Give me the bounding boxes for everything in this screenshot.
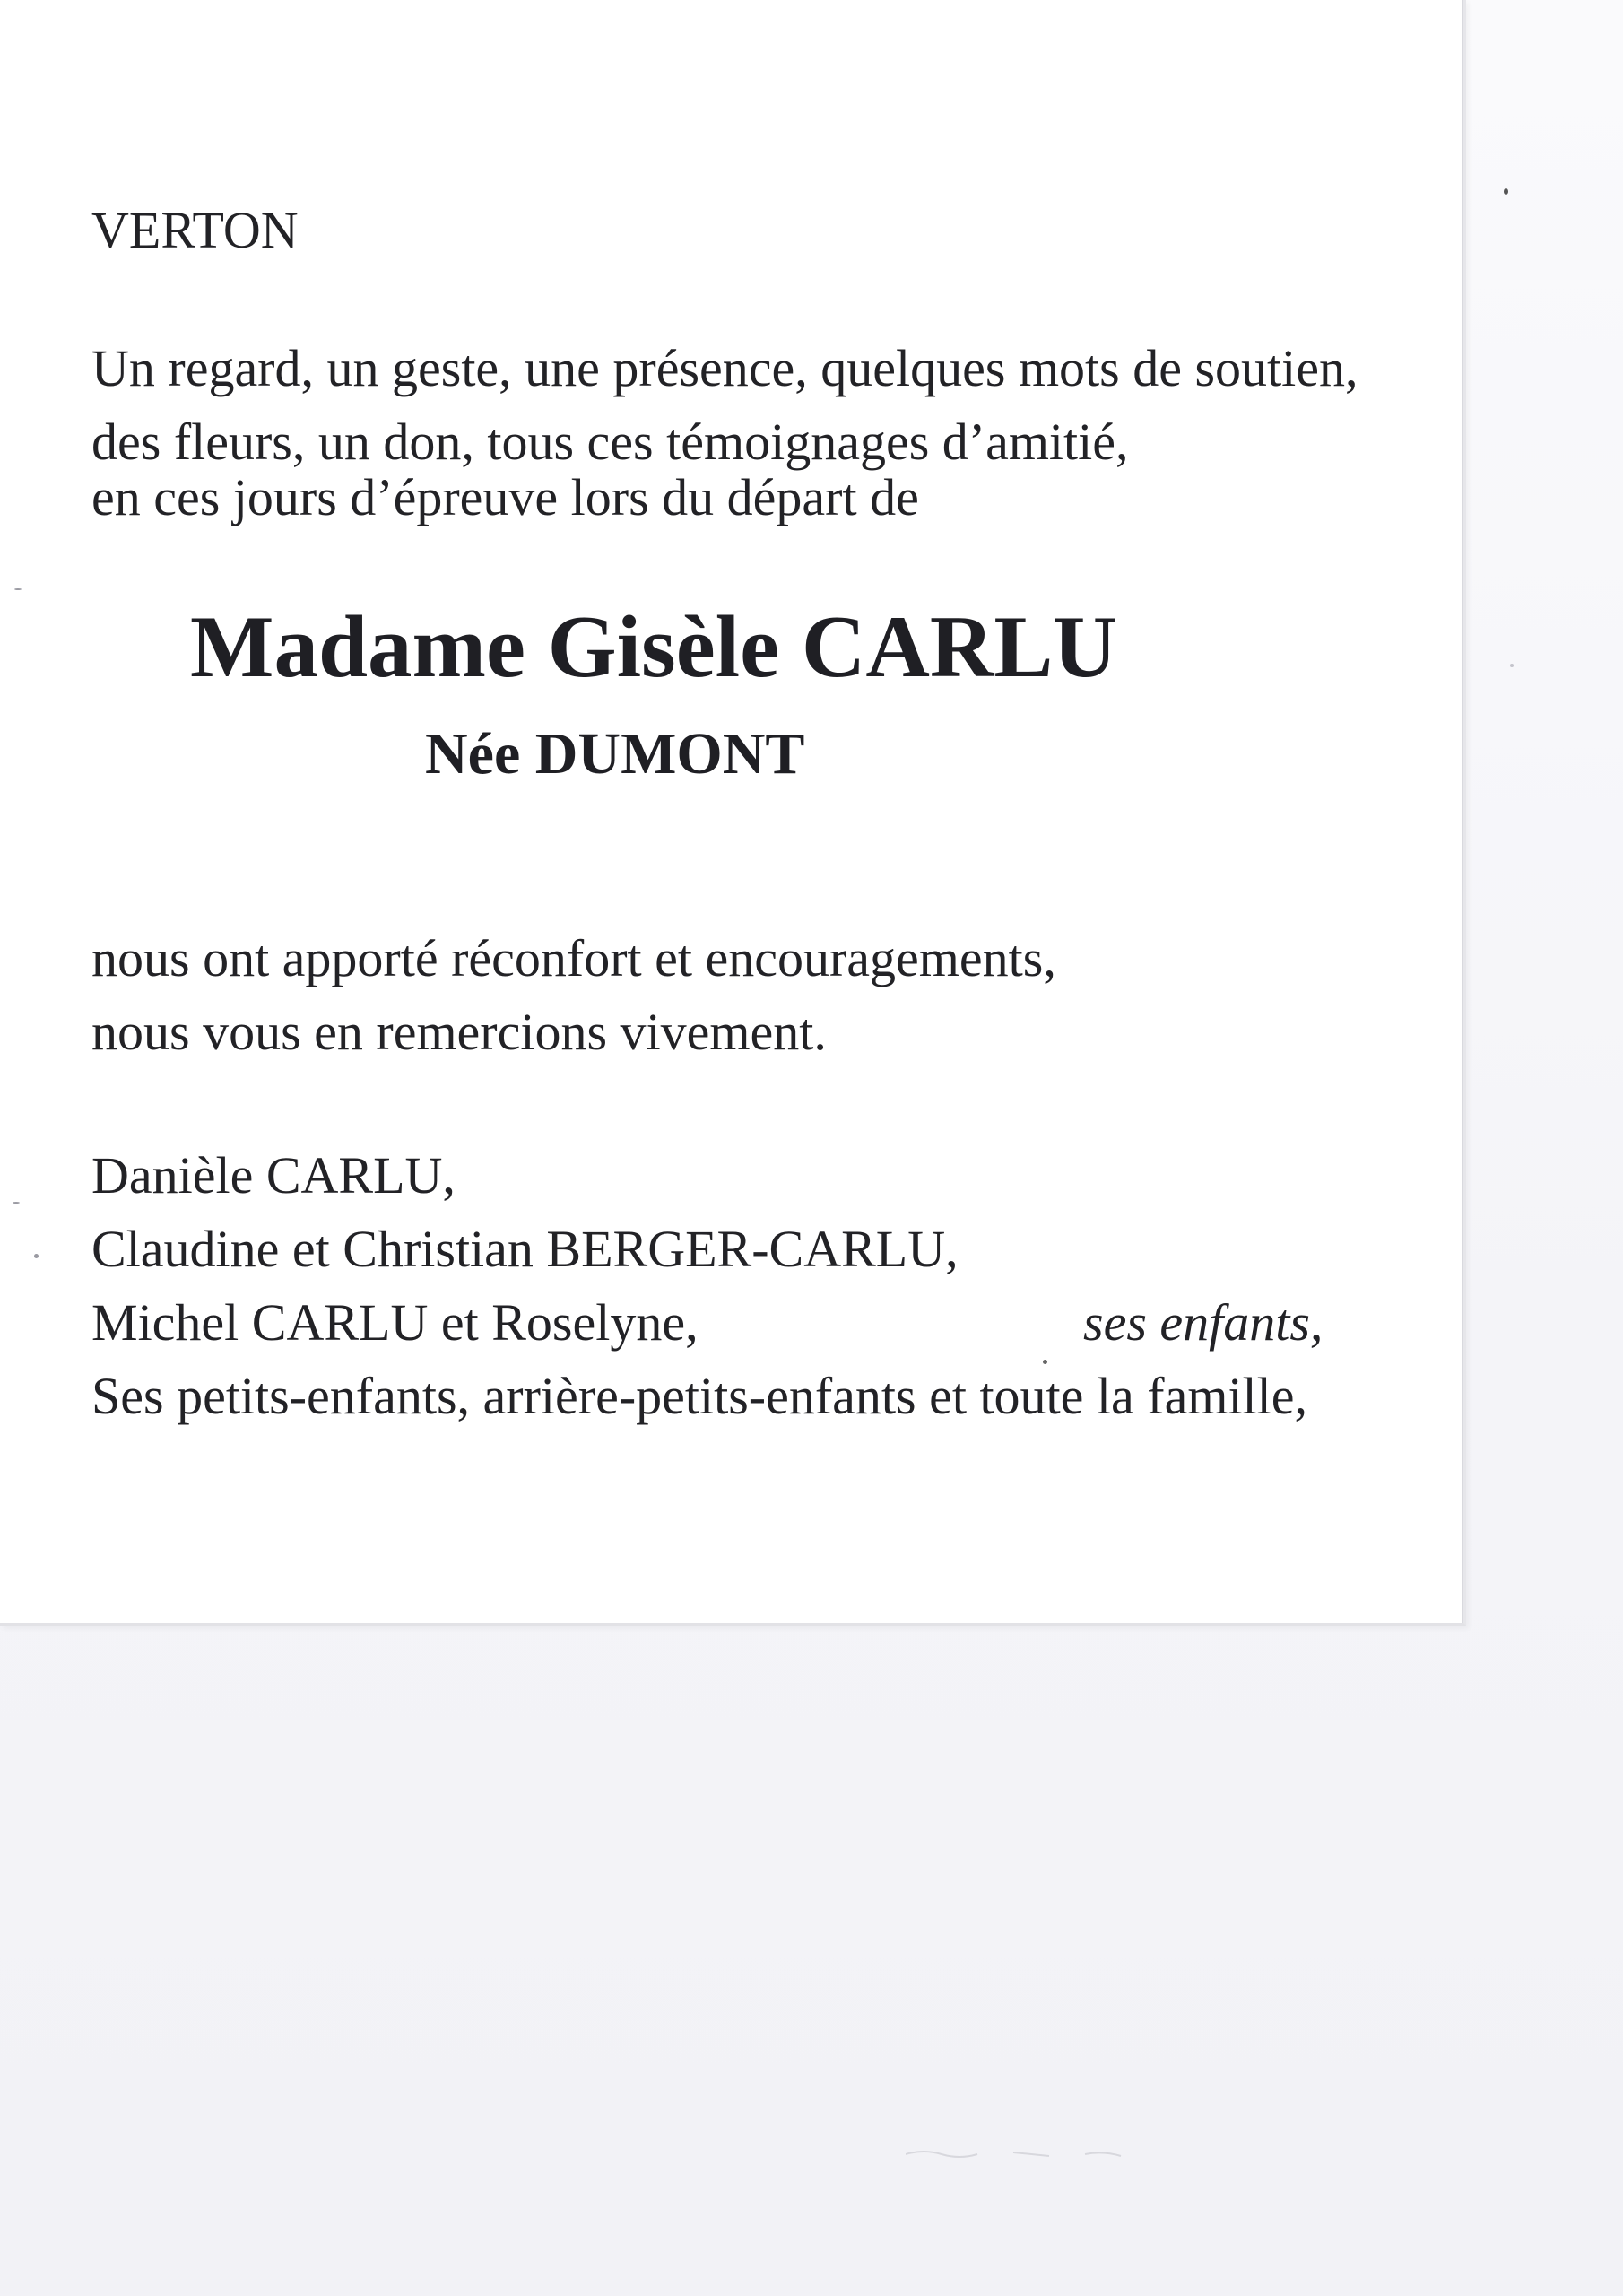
intro-line-2: des fleurs, un don, tous ces témoignages d’amitié, (91, 413, 1129, 471)
scan-speck (1504, 188, 1508, 195)
signatory-line-2: Claudine et Christian BERGER-CARLU, (91, 1220, 959, 1278)
signatory-line-1: Danièle CARLU, (91, 1146, 456, 1205)
intro-line-3: en ces jours d’épreuve lors du départ de (91, 468, 919, 526)
closing-line-1: nous ont apporté réconfort et encouragements, (91, 929, 1056, 987)
deceased-name: Madame Gisèle CARLU (190, 598, 1117, 696)
signatories-role: ses enfants, (1083, 1293, 1324, 1352)
scan-speck (1043, 1360, 1047, 1364)
signatory-line-3: Michel CARLU et Roselyne, (91, 1293, 699, 1352)
town-name: VERTON (91, 201, 299, 259)
scan-speck (14, 588, 22, 590)
card-edge (1462, 0, 1463, 1623)
signatory-line-4: Ses petits-enfants, arrière-petits-enfants et toute la famille, (91, 1367, 1308, 1425)
faint-scan-marks (906, 2145, 1175, 2163)
scan-speck (34, 1254, 39, 1258)
scan-speck (13, 1202, 20, 1204)
maiden-name: Née DUMONT (425, 721, 805, 787)
closing-line-2: nous vous en remercions vivement. (91, 1003, 827, 1061)
intro-line-1: Un regard, un geste, une présence, quelques mots de soutien, (91, 339, 1358, 397)
scan-speck (1510, 664, 1514, 667)
